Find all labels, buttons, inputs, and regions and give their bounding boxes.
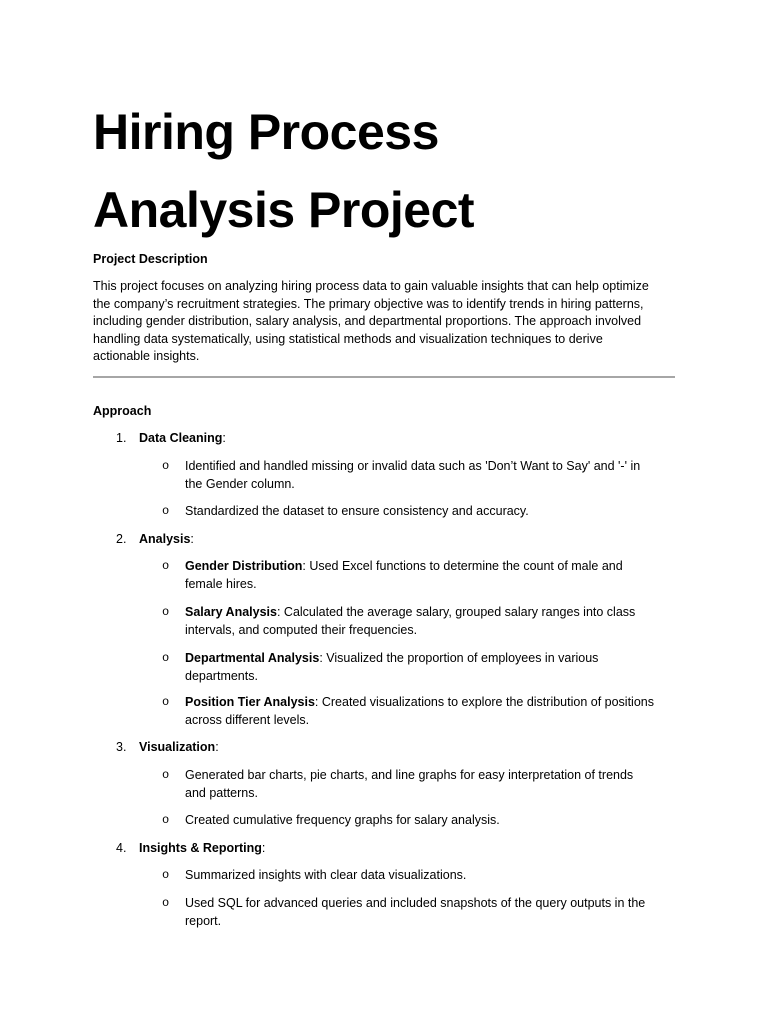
bullet-bold-label: Departmental Analysis bbox=[185, 651, 320, 665]
bullet-marker: o bbox=[162, 559, 170, 573]
bullet-bold-label: Gender Distribution bbox=[185, 559, 303, 573]
description-line: handling data systematically, using statistical methods and visualization techniques to derive bbox=[93, 331, 603, 346]
bullet-line: : Created visualizations to explore the distribution of positions bbox=[314, 695, 654, 709]
bullet-bold-label: Position Tier Analysis bbox=[185, 695, 315, 709]
bullet-line: Used SQL for advanced queries and included snapshots of the query outputs in the bbox=[185, 896, 646, 910]
bullet-line: Created cumulative frequency graphs for salary analysis. bbox=[185, 813, 500, 827]
description-line: actionable insights. bbox=[93, 349, 200, 364]
bullet-marker: o bbox=[162, 768, 170, 782]
step-label: Insights & Reporting bbox=[139, 841, 262, 855]
bullet-marker: o bbox=[162, 695, 170, 709]
bullet-marker: o bbox=[162, 896, 170, 910]
description-line: including gender distribution, salary analysis, and departmental proportions. The approach involved bbox=[93, 314, 642, 329]
step-label: Analysis bbox=[139, 532, 191, 546]
title-line-2: Analysis Project bbox=[93, 182, 475, 238]
bullet-line: : Visualized the proportion of employees in various bbox=[319, 651, 599, 665]
bullet-bold-label: Salary Analysis bbox=[185, 605, 277, 619]
description-line: This project focuses on analyzing hiring process data to gain valuable insights that can help optimize bbox=[93, 279, 649, 293]
step-label: Visualization bbox=[139, 740, 216, 754]
bullet-marker: o bbox=[162, 459, 170, 473]
step-number: 2. bbox=[116, 532, 127, 546]
bullet-line: Generated bar charts, pie charts, and line graphs for easy interpretation of trends bbox=[185, 768, 634, 782]
horizontal-divider bbox=[93, 376, 675, 378]
step-number: 4. bbox=[116, 841, 127, 855]
bullet-marker: o bbox=[162, 605, 170, 619]
bullet-marker: o bbox=[162, 504, 170, 518]
bullet-line: across different levels. bbox=[185, 712, 310, 727]
bullet-line: and patterns. bbox=[185, 785, 258, 800]
bullet-line: report. bbox=[185, 913, 222, 928]
bullet-line: intervals, and computed their frequencies. bbox=[185, 622, 418, 637]
step-number: 3. bbox=[116, 740, 127, 754]
bullet-line: female hires. bbox=[185, 576, 257, 591]
bullet-marker: o bbox=[162, 813, 170, 827]
title-line-1: Hiring Process bbox=[93, 104, 439, 160]
bullet-line: Summarized insights with clear data visualizations. bbox=[185, 868, 467, 882]
bullet-line: : Calculated the average salary, grouped salary ranges into class bbox=[276, 605, 636, 619]
step-label: Data Cleaning bbox=[139, 431, 223, 445]
bullet-line: the Gender column. bbox=[185, 476, 295, 491]
description-line: the company’s recruitment strategies. The primary objective was to identify trends in hiring patterns, bbox=[93, 296, 644, 311]
step-suffix: : bbox=[261, 841, 266, 855]
project-description-heading: Project Description bbox=[93, 252, 208, 266]
step-suffix: : bbox=[222, 431, 226, 445]
bullet-line: Identified and handled missing or invalid data such as 'Don’t Want to Say' and '-' in bbox=[185, 459, 641, 473]
bullet-line: : Used Excel functions to determine the count of male and bbox=[302, 559, 623, 573]
approach-heading: Approach bbox=[93, 404, 152, 418]
step-suffix: : bbox=[190, 532, 194, 546]
step-suffix: : bbox=[215, 740, 219, 754]
step-number: 1. bbox=[116, 431, 127, 445]
bullet-line: Standardized the dataset to ensure consistency and accuracy. bbox=[185, 504, 529, 518]
bullet-marker: o bbox=[162, 651, 170, 665]
bullet-marker: o bbox=[162, 868, 170, 882]
bullet-line: departments. bbox=[185, 668, 258, 683]
document-title bbox=[93, 93, 675, 249]
project-description-paragraph bbox=[93, 278, 675, 366]
